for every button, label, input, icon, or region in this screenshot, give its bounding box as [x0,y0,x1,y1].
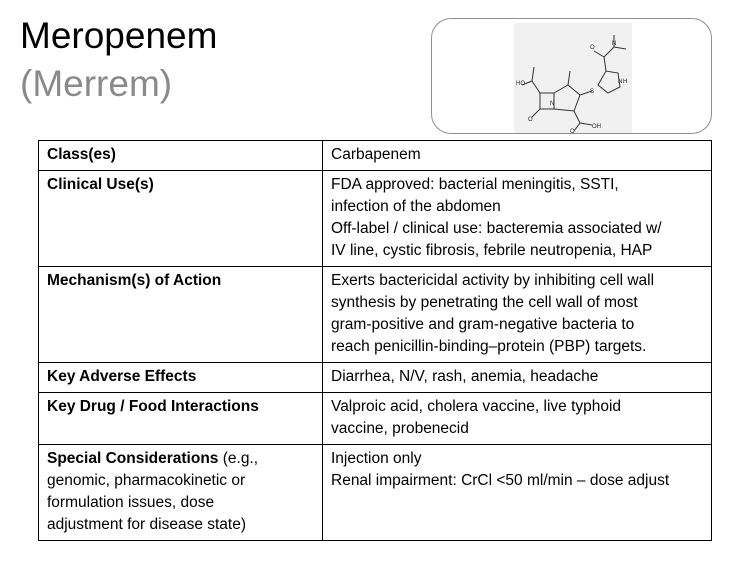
row-value: Exerts bactericidal activity by inhibiting cell wall synthesis by penetrating the cell wall of most gram-positive and gram-negative bacteria to reach penicillin-binding–protein (PBP) targets. [323,267,712,363]
atom-label-ho: HO [516,81,525,87]
row-label: Key Adverse Effects [39,363,323,393]
row-label: Class(es) [39,141,323,171]
table-row [39,445,712,541]
table-row [39,267,712,363]
drug-title: Meropenem [20,15,218,56]
atom-label-o3: O [570,129,575,134]
atom-label-s: S [590,89,595,95]
brand-name: (Merrem) [20,63,173,104]
meropenem-structure-drawing [514,23,632,134]
atom-label-h: H [623,79,628,85]
table-row [39,363,712,393]
atom-label-o1: O [590,45,595,51]
row-value: Injection only Renal impairment: CrCl <50 ml/min – dose adjust [323,445,712,541]
table-row [39,141,712,171]
row-value: Carbapenem [323,141,712,171]
row-label: Clinical Use(s) [39,171,323,267]
row-label: Special Considerations (e.g., genomic, pharmacokinetic or formulation issues, dose adjustment for disease state) [39,445,323,541]
atom-label-oh: OH [592,124,601,130]
chemical-structure-image [514,23,632,134]
row-value: Valproic acid, cholera vaccine, live typhoid vaccine, probenecid [323,393,712,445]
atom-label-n3: N [618,79,623,85]
row-label: Key Drug / Food Interactions [39,393,323,445]
atom-label-n1: N [612,41,617,47]
atom-label-o2: O [528,117,533,123]
chemical-structure-frame [431,18,712,134]
row-label-bold: Special Considerations [47,450,219,467]
drug-info-table [38,140,712,541]
row-value: Diarrhea, N/V, rash, anemia, headache [323,363,712,393]
row-label-note: (e.g., [218,450,259,467]
row-label: Mechanism(s) of Action [39,267,323,363]
atom-label-n2: N [550,101,555,107]
row-value: FDA approved: bacterial meningitis, SSTI, infection of the abdomen Off-label / clinical use: bacteremia associated w/ IV line, cystic fibrosis, febrile neutropenia, HAP [323,171,712,267]
table-row [39,171,712,267]
table-row [39,393,712,445]
